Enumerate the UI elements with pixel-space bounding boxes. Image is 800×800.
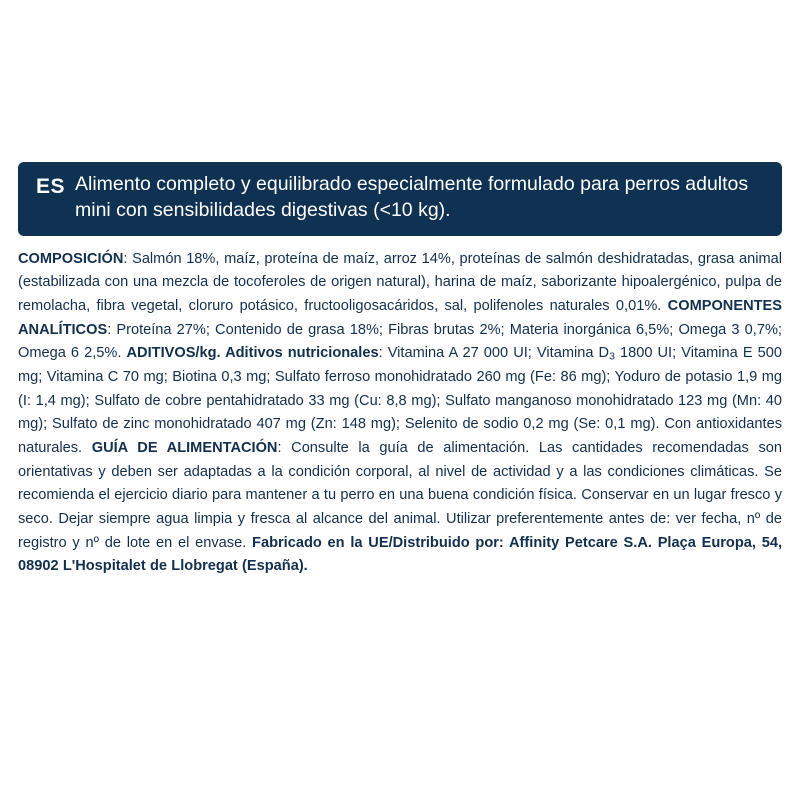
language-code-badge: ES [36, 175, 66, 198]
fabricado-distribuido-text: Fabricado en la UE/Distribuido por: Affinity Petcare S.A. Plaça Europa, 54, 08902 L'Hospitalet de Llobregat (España). [18, 534, 782, 575]
aditivos-text-part1: : Vitamina A 27 000 UI; Vitamina D [378, 345, 610, 362]
componentes-analiticos-text: : Proteína 27%; Contenido de grasa 18%; Fibras brutas 2%; Materia inorgánica 6,5%; Omega 3 0,7%; Omega 6 2,5%. [18, 321, 782, 362]
label-block [18, 162, 782, 579]
guia-alimentacion-text: : Consulte la guía de alimentación. Las cantidades recomendadas son orientativas y deben ser adaptadas a la condición corporal, al nivel de actividad y a las condiciones climáticas. Se recomienda el ejercicio diario para mantener a tu perro en una buena condición física. Conservar en un lugar fresco y seco. Dejar siempre agua limpia y fresca al alcance del animal. Utilizar preferentemente antes de: ver fecha, nº de registro y nº de lote en el envase. [18, 439, 782, 551]
componentes-analiticos-heading: COMPONENTES ANALÍTICOS [18, 298, 782, 338]
header-description-text: Alimento completo y equilibrado especialmente formulado para perros adultos mini con sensibilidades digestivas (<10 kg). [75, 173, 749, 221]
composicion-text: : Salmón 18%, maíz, proteína de maíz, arroz 14%, proteínas de salmón deshidratadas, grasa animal (estabilizada con una mezcla de tocoferoles de origen natural), harina de maíz, saborizante hipoalergénico, pulpa de remolacha, fibra vegetal, cloruro potásico, fructooligosacáridos, sal, polifenoles naturales 0,01%. [18, 250, 782, 315]
aditivos-heading: ADITIVOS/kg. Aditivos nutricionales [126, 345, 379, 362]
language-header-banner [18, 162, 782, 236]
guia-alimentacion-heading: GUÍA DE ALIMENTACIÓN [91, 439, 278, 456]
aditivos-text-part2: 1800 UI; Vitamina E 500 mg; Vitamina C 70 mg; Biotina 0,3 mg; Sulfato ferroso monohidratado 260 mg (Fe: 86 mg); Yoduro de potasio 1,9 mg (I: 1,4 mg); Sulfato de cobre pentahidratado 33 mg (Cu: 8,8 mg); Sulfato manganoso monohidratado 123 mg (Mn: 40 mg); Sulfato de zinc monohidratado 407 mg (Zn: 148 mg); Selenito de sodio 0,2 mg (Se: 0,1 mg). Con antioxidantes naturales. [18, 345, 782, 456]
composicion-heading: COMPOSICIÓN [18, 250, 124, 267]
label-body-text [18, 248, 782, 579]
vitamin-d3-subscript: 3 [609, 351, 615, 364]
